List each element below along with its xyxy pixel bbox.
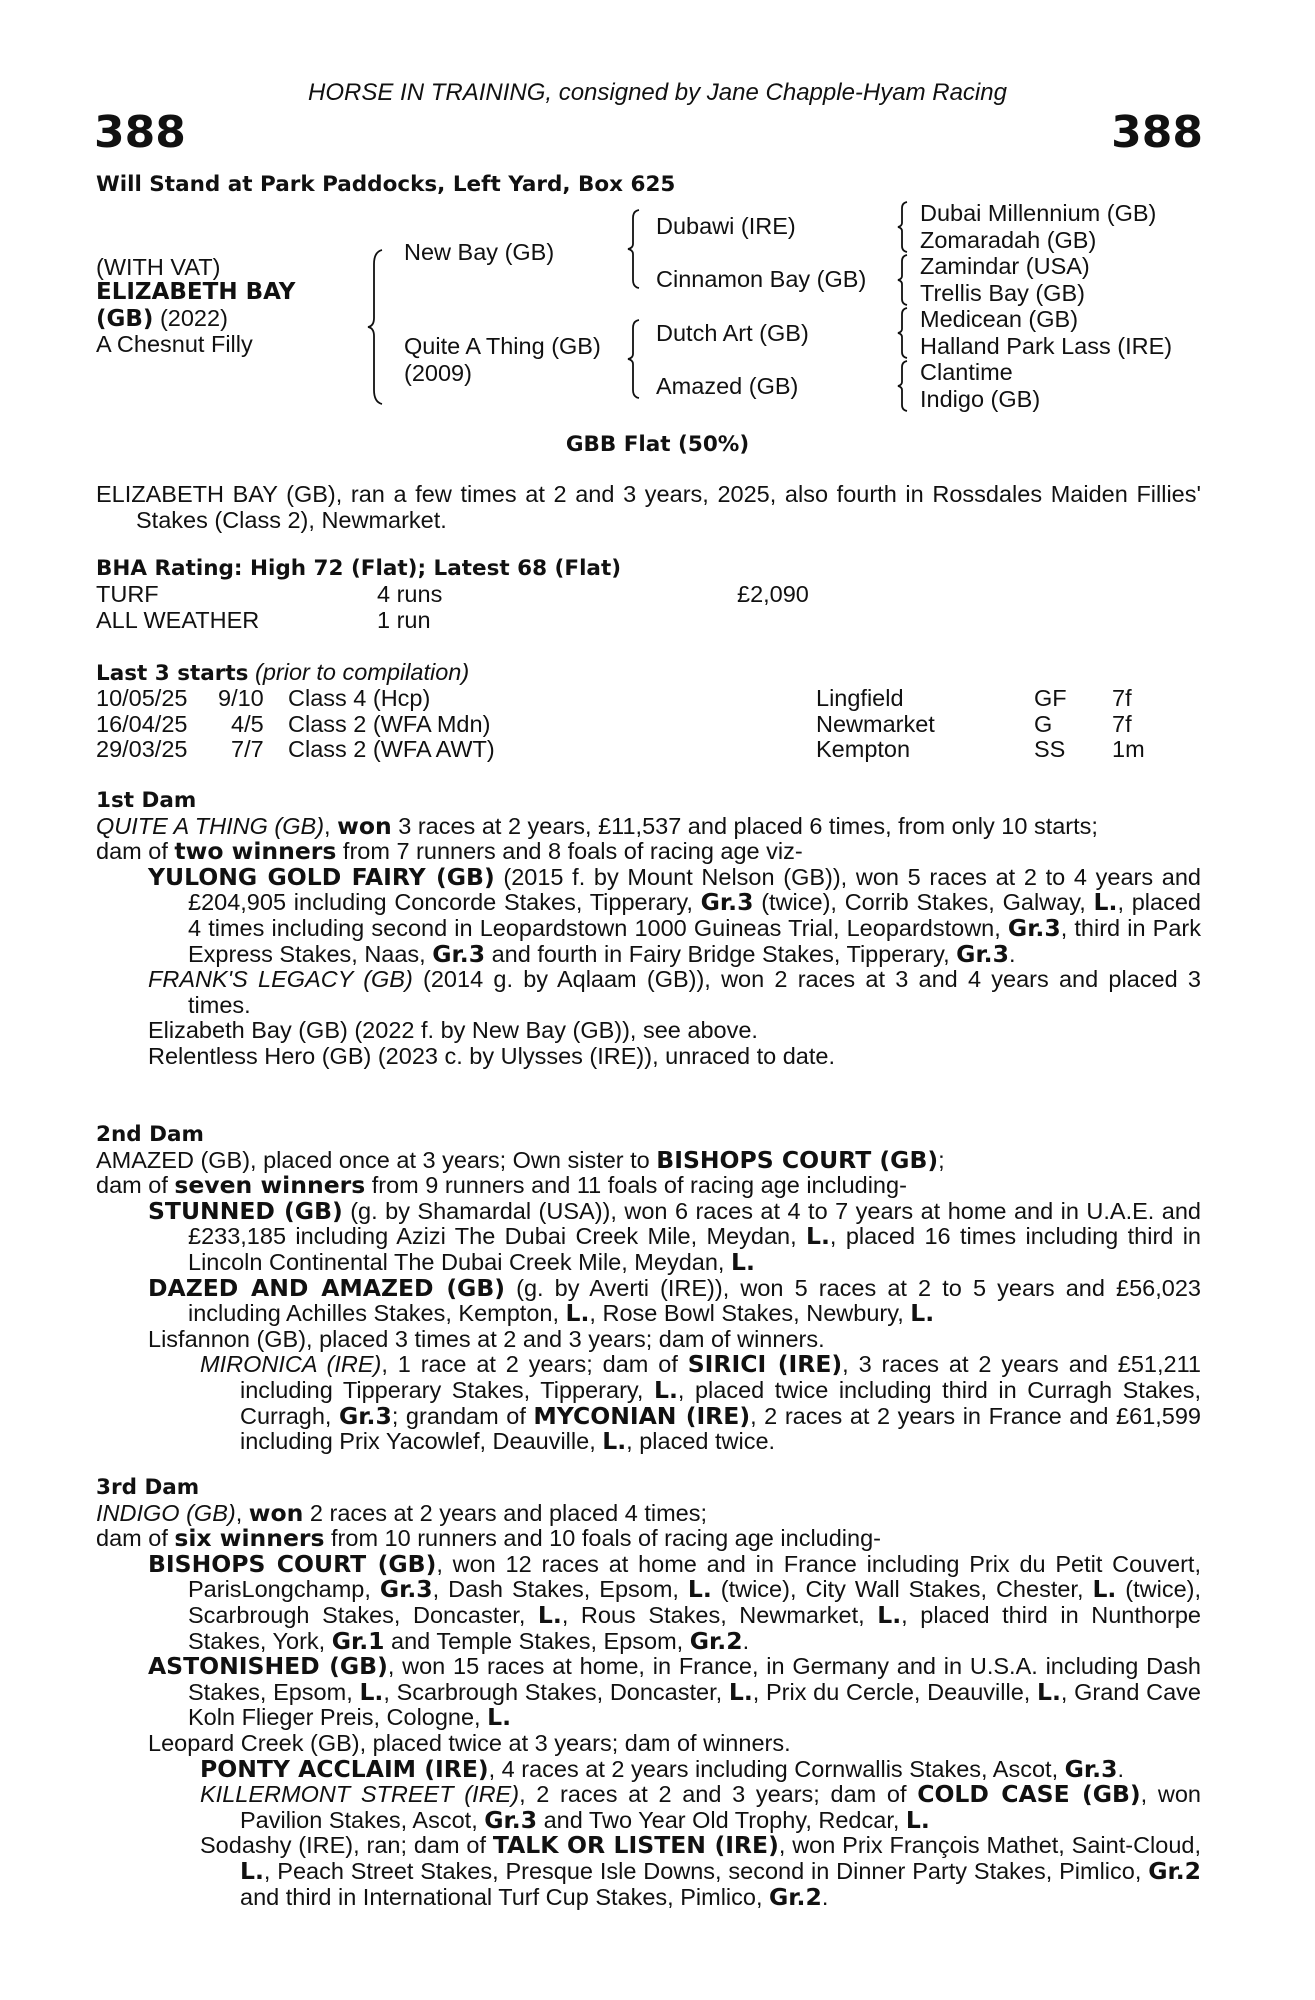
progeny-entry: PONTY ACCLAIM (IRE), 4 races at 2 years including Cornwallis Stakes, Ascot, Gr.3. — [200, 1754, 1124, 1783]
last-starts-title: Last 3 starts — [96, 661, 249, 686]
last-starts-heading — [96, 660, 469, 687]
pedigree-brace-g4 — [896, 359, 910, 413]
second-dam-intro: AMAZED (GB), placed once at 3 years; Own sister to BISHOPS COURT (GB); — [96, 1145, 945, 1174]
pedigree-dam: Quite A Thing (GB) — [404, 333, 601, 359]
start-course: Newmarket — [816, 710, 935, 737]
pedigree-g1: Dubai Millennium (GB) — [920, 200, 1157, 226]
stable-location: Will Stand at Park Paddocks, Left Yard, Box 625 — [96, 172, 676, 197]
pedigree-g8: Indigo (GB) — [920, 386, 1041, 412]
last-starts-note: (prior to compilation) — [248, 659, 470, 685]
horse-description: A Chesnut Filly — [96, 331, 253, 357]
start-position: 7/7 — [231, 736, 264, 763]
progeny-entry: BISHOPS COURT (GB), won 12 races at home and in France including Prix du Petit Couvert, ParisLongchamp, Gr.3, Dash Stakes, Epsom, L. (twice), City Wall Stakes, Chester, L. (twice), Scarbrough Stakes, Doncaster, L., Rous Stakes, Newmarket, L., placed third in Nunthorpe Stakes, York, Gr.1 and Temple Stakes, Epsom, Gr.2. — [148, 1549, 1202, 1655]
progeny-entry: MIRONICA (IRE), 1 race at 2 years; dam of SIRICI (IRE), 3 races at 2 years and £51,211 including Tipperary Stakes, Tipperary, L., placed twice including third in Curragh Stakes, Curragh, Gr.3; grandam of MYCONIAN (IRE), 2 races at 2 years in France and £61,599 including Prix Yacowlef, Deauville, L., placed twice. — [200, 1350, 1202, 1456]
third-dam-produce: dam of six winners from 10 runners and 10 foals of racing age including- — [96, 1524, 881, 1553]
start-date: 29/03/25 — [96, 736, 188, 763]
third-dam-section — [96, 1475, 1201, 1910]
pedigree-dam-sire: Dutch Art (GB) — [656, 320, 809, 346]
start-going: GF — [1034, 685, 1067, 711]
progeny-entry: DAZED AND AMAZED (GB) (g. by Averti (IRE)), won 5 races at 2 to 5 years and £56,023 including Achilles Stakes, Kempton, L., Rose Bowl Stakes, Newbury, L. — [148, 1273, 1201, 1328]
third-dam-intro: INDIGO (GB), won 2 races at 2 years and placed 4 times; — [96, 1498, 707, 1527]
pedigree-dam-dam: Amazed (GB) — [656, 373, 799, 399]
pedigree-brace-g1 — [896, 200, 910, 254]
pedigree-brace-main — [366, 248, 386, 406]
first-dam-heading: 1st Dam — [96, 788, 197, 813]
start-distance: 7f — [1112, 710, 1132, 737]
pedigree-brace-g2 — [896, 253, 910, 307]
pedigree-sire-dam: Cinnamon Bay (GB) — [656, 266, 867, 292]
start-distance: 1m — [1112, 736, 1145, 763]
start-position: 9/10 — [218, 685, 264, 711]
start-position: 4/5 — [231, 710, 264, 737]
start-going: SS — [1034, 736, 1066, 763]
progeny-entry: STUNNED (GB) (g. by Shamardal (USA)), won 6 races at 4 to 7 years at home and in U.A.E. and £233,185 including Azizi The Dubai Creek Mile, Meydan, L., placed 16 times including third in Lincoln Continental The Dubai Creek Mile, Meydan, L. — [148, 1196, 1202, 1276]
progeny-entry: Relentless Hero (GB) (2023 c. by Ulysses (IRE)), unraced to date. — [148, 1042, 835, 1069]
start-race: Class 2 (WFA Mdn) — [288, 710, 491, 737]
start-course: Lingfield — [816, 685, 904, 711]
first-dam-section — [96, 788, 1201, 1070]
gbb-classification: GBB Flat (50%) — [565, 432, 750, 457]
pedigree-brace-dam — [626, 318, 642, 400]
vat-note: (WITH VAT) — [96, 254, 221, 280]
start-course: Kempton — [816, 736, 911, 763]
last-starts-table — [96, 686, 1206, 766]
pedigree-sire: New Bay (GB) — [404, 239, 555, 265]
start-distance: 7f — [1112, 685, 1132, 711]
horse-suffix: (GB) — [96, 306, 154, 332]
progeny-entry: YULONG GOLD FAIRY (GB) (2015 f. by Mount Nelson (GB)), won 5 races at 2 to 4 years and £204,905 including Concorde Stakes, Tipperary, Gr.3 (twice), Corrib Stakes, Galway, L., placed 4 times including second in Leopardstown 1000 Guineas Trial, Leopardstown, Gr.3, third in Park Express Stakes, Naas, Gr.3 and fourth in Fairy Bridge Stakes, Tipperary, Gr.3. — [148, 862, 1201, 968]
progeny-entry: Sodashy (IRE), ran; dam of TALK OR LISTEN (IRE), won Prix François Mathet, Saint-Cloud, L., Peach Street Stakes, Presque Isle Downs, second in Dinner Party Stakes, Pimlico, Gr.2 and third in International Turf Cup Stakes, Pimlico, Gr.2. — [200, 1831, 1202, 1911]
start-race: Class 4 (Hcp) — [288, 685, 431, 711]
pedigree-g7: Clantime — [920, 359, 1013, 385]
all-weather-label: ALL WEATHER — [96, 607, 260, 633]
progeny-entry: KILLERMONT STREET (IRE), 2 races at 2 and 3 years; dam of COLD CASE (GB), won Pavilion Stakes, Ascot, Gr.3 and Two Year Old Trophy, Redcar, L. — [200, 1780, 1201, 1834]
progeny-entry: Elizabeth Bay (GB) (2022 f. by New Bay (GB)), see above. — [148, 1017, 758, 1044]
start-race: Class 2 (WFA AWT) — [288, 736, 495, 763]
third-dam-heading: 3rd Dam — [96, 1475, 200, 1500]
progeny-entry: Leopard Creek (GB), placed twice at 3 years; dam of winners. — [148, 1729, 791, 1756]
progeny-entry: ASTONISHED (GB), won 15 races at home, in France, in Germany and in U.S.A. including Dash Stakes, Epsom, L., Scarbrough Stakes, Doncaster, L., Prix du Cercle, Deauville, L., Grand Cave Koln Flieger Preis, Cologne, L. — [148, 1652, 1201, 1732]
pedigree-dam-year: (2009) — [404, 360, 472, 386]
pedigree-g3: Zamindar (USA) — [920, 253, 1090, 279]
pedigree-g6: Halland Park Lass (IRE) — [920, 333, 1173, 359]
turf-prize: £2,090 — [737, 581, 809, 607]
first-dam-produce: dam of two winners from 7 runners and 8 foals of racing age viz- — [96, 837, 803, 866]
start-date: 16/04/25 — [96, 710, 188, 737]
pedigree-brace-sire — [626, 208, 642, 290]
pedigree-sire-sire: Dubawi (IRE) — [656, 213, 796, 239]
progeny-entry: Lisfannon (GB), placed 3 times at 2 and 3 years; dam of winners. — [148, 1325, 825, 1352]
turf-label: TURF — [96, 581, 159, 607]
pedigree-g4: Trellis Bay (GB) — [920, 280, 1085, 306]
second-dam-produce: dam of seven winners from 9 runners and 11 foals of racing age including- — [96, 1171, 907, 1200]
pedigree-g2: Zomaradah (GB) — [920, 227, 1097, 253]
second-dam-section — [96, 1122, 1201, 1455]
pedigree-brace-g3 — [896, 306, 910, 360]
bha-rating-heading: BHA Rating: High 72 (Flat); Latest 68 (Flat) — [96, 556, 622, 581]
lot-number-left: 388 — [94, 107, 186, 158]
second-dam-heading: 2nd Dam — [96, 1122, 204, 1147]
consignor-line: HORSE IN TRAINING, consigned by Jane Chapple-Hyam Racing — [308, 79, 1007, 106]
all-weather-runs: 1 run — [377, 607, 431, 633]
start-date: 10/05/25 — [96, 685, 188, 711]
progeny-entry: FRANK'S LEGACY (GB) (2014 g. by Aqlaam (GB)), won 2 races at 3 and 4 years and placed 3 times. — [148, 966, 1201, 1018]
first-dam-intro: QUITE A THING (GB), won 3 races at 2 years, £11,537 and placed 6 times, from only 10 starts; — [96, 811, 1098, 840]
turf-runs: 4 runs — [377, 581, 443, 607]
horse-foaled — [96, 306, 228, 333]
race-summary-text: ELIZABETH BAY (GB), ran a few times at 2 and 3 years, 2025, also fourth in Rossdales Maiden Fillies' Stakes (Class 2), Newmarket. — [96, 481, 1201, 533]
start-going: G — [1034, 710, 1053, 737]
pedigree-g5: Medicean (GB) — [920, 306, 1079, 332]
horse-year: (2022) — [153, 305, 228, 331]
race-summary — [96, 482, 1201, 533]
lot-number-right: 388 — [1111, 107, 1203, 158]
horse-name: ELIZABETH BAY — [96, 279, 296, 305]
